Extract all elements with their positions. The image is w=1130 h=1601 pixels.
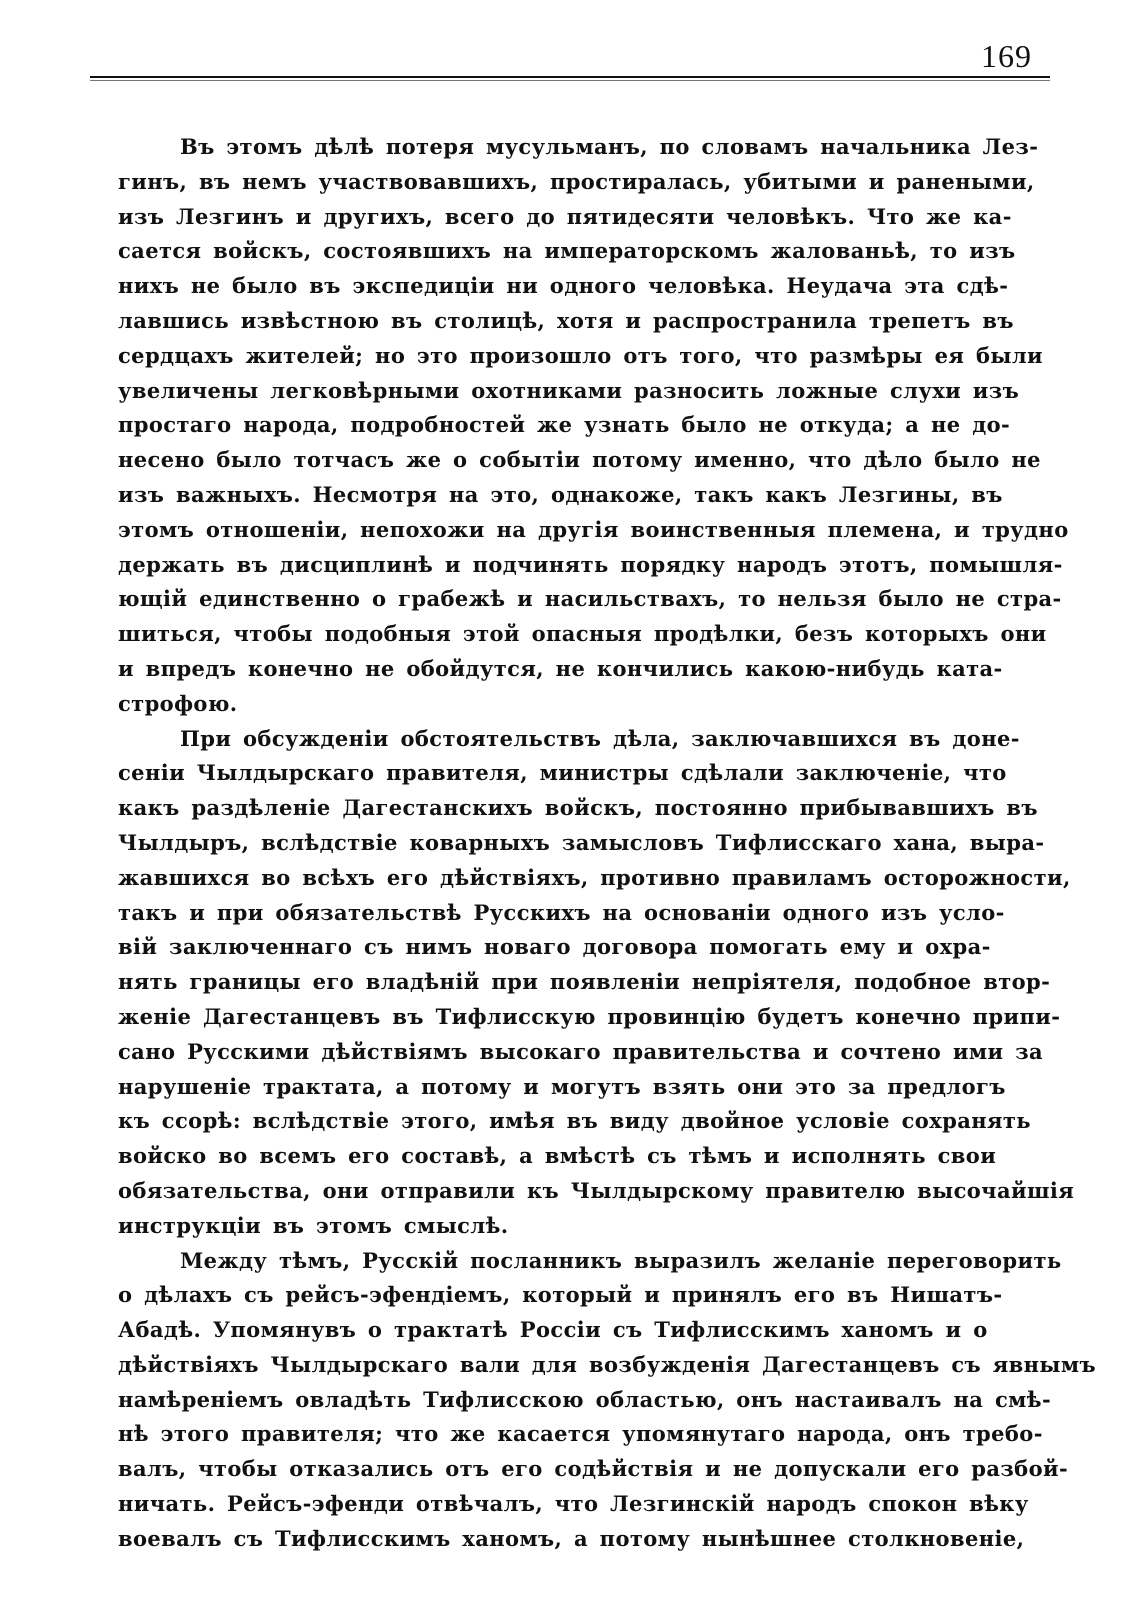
text-line: нарушеніе трактата, а потому и могутъ взять они это за предлогъ	[118, 1073, 1006, 1099]
text-line: нихъ не было въ экспедиціи ни одного человѣка. Неудача эта сдѣ-	[118, 273, 1009, 299]
text-line: сеніи Чылдырскаго правителя, министры сдѣлали заключеніе, что	[118, 760, 1007, 786]
text-line: и впредъ конечно не обойдутся, не кончились какою-нибудь ката-	[118, 655, 1003, 681]
text-line: Чылдыръ, вслѣдствіе коварныхъ замысловъ Тифлисскаго хана, выра-	[118, 829, 1045, 855]
text-line: воевалъ съ Тифлисскимъ ханомъ, а потому нынѣшнее столкновеніе,	[118, 1525, 1025, 1551]
text-line: валъ, чтобы отказались отъ его содѣйствія и не допускали его разбой-	[118, 1456, 1069, 1482]
text-line: женіе Дагестанцевъ въ Тифлисскую провинцію будетъ конечно припи-	[118, 1003, 1061, 1029]
text-line: сается войскъ, состоявшихъ на императорскомъ жалованьѣ, то изъ	[118, 238, 1016, 264]
text-line: обязательства, они отправили къ Чылдырскому правителю высочайшія	[118, 1177, 1075, 1203]
text-line: жавшихся во всѣхъ его дѣйствіяхъ, противно правиламъ осторожности,	[118, 864, 1071, 890]
text-line: нѣ этого правителя; что же касается упомянутаго народа, онъ требо-	[118, 1421, 1043, 1447]
text-line: этомъ отношеніи, непохожи на другія воинственныя племена, и трудно	[118, 516, 1069, 542]
text-line: сано Русскими дѣйствіямъ высокаго правительства и сочтено ими за	[118, 1038, 1044, 1064]
text-line: дѣйствіяхъ Чылдырскаго вали для возбужденія Дагестанцевъ съ явнымъ	[118, 1351, 1097, 1377]
text-line: изъ важныхъ. Несмотря на это, однакоже, такъ какъ Лезгины, въ	[118, 481, 1003, 507]
text-line: гинъ, въ немъ участвовавшихъ, простиралась, убитыми и ранеными,	[118, 168, 1035, 194]
text-line: ничать. Рейсъ-эфенди отвѣчалъ, что Лезгинскій народъ спокон вѣку	[118, 1491, 1029, 1517]
text-line: какъ раздѣленіе Дагестанскихъ войскъ, постоянно прибывавшихъ въ	[118, 795, 1038, 821]
text-line: ющій единственно о грабежѣ и насильствахъ, то нельзя было не стра-	[118, 586, 1062, 612]
text-line: шиться, чтобы подобныя этой опасныя продѣлки, безъ которыхъ они	[118, 621, 1047, 647]
text-line: войско во всемъ его составѣ, а вмѣстѣ съ тѣмъ и исполнять свои	[118, 1143, 997, 1169]
text-line: изъ Лезгинъ и другихъ, всего до пятидесяти человѣкъ. Что же ка-	[118, 203, 1012, 229]
text-line: Абадѣ. Упомянувъ о трактатѣ Россіи съ Тифлисскимъ ханомъ и о	[118, 1317, 988, 1343]
text-line: простаго народа, подробностей же узнать было не откуда; а не до-	[118, 412, 1011, 438]
text-line: строфою.	[118, 690, 238, 716]
text-line: вій заключеннаго съ нимъ новаго договора помогать ему и охра-	[118, 934, 991, 960]
text-line: сердцахъ жителей; но это произошло отъ того, что размѣры ея были	[118, 342, 1044, 368]
text-line: лавшись извѣстною въ столицѣ, хотя и распространила трепетъ въ	[118, 307, 1014, 333]
text-line: увеличены легковѣрными охотниками разносить ложные слухи изъ	[118, 377, 1020, 403]
text-line: нять границы его владѣній при появленіи непріятеля, подобное втор-	[118, 969, 1051, 995]
text-line: Въ этомъ дѣлѣ потеря мусульманъ, по словамъ начальника Лез-	[180, 134, 1039, 159]
text-line: несено было тотчасъ же о событіи потому именно, что дѣло было не	[118, 447, 1041, 473]
paragraph	[118, 722, 1075, 1244]
text-line: держать въ дисциплинѣ и подчинять порядку народъ этотъ, помышля-	[118, 551, 1063, 577]
text-line: такъ и при обязательствѣ Русскихъ на основаніи одного изъ усло-	[118, 899, 1005, 925]
text-line: Между тѣмъ, Русскій посланникъ выразилъ желаніе переговорить	[180, 1247, 1062, 1273]
paragraph	[118, 1244, 1097, 1557]
text-line: инструкціи въ этомъ смыслѣ.	[118, 1212, 509, 1238]
text-line: При обсужденіи обстоятельствъ дѣла, заключавшихся въ доне-	[180, 725, 1020, 751]
text-line: къ ссорѣ: вслѣдствіе этого, имѣя въ виду двойное условіе сохранять	[118, 1108, 1031, 1134]
paragraph	[118, 130, 1069, 722]
text-line: о дѣлахъ съ рейсъ-эфендіемъ, который и принялъ его въ Нишатъ-	[118, 1282, 1003, 1308]
page-number: 169	[981, 38, 1032, 74]
header-rule	[90, 76, 1050, 78]
text-line: намѣреніемъ овладѣть Тифлисскою областью, онъ настаивалъ на смѣ-	[118, 1386, 1052, 1412]
text-body	[118, 130, 1097, 1557]
